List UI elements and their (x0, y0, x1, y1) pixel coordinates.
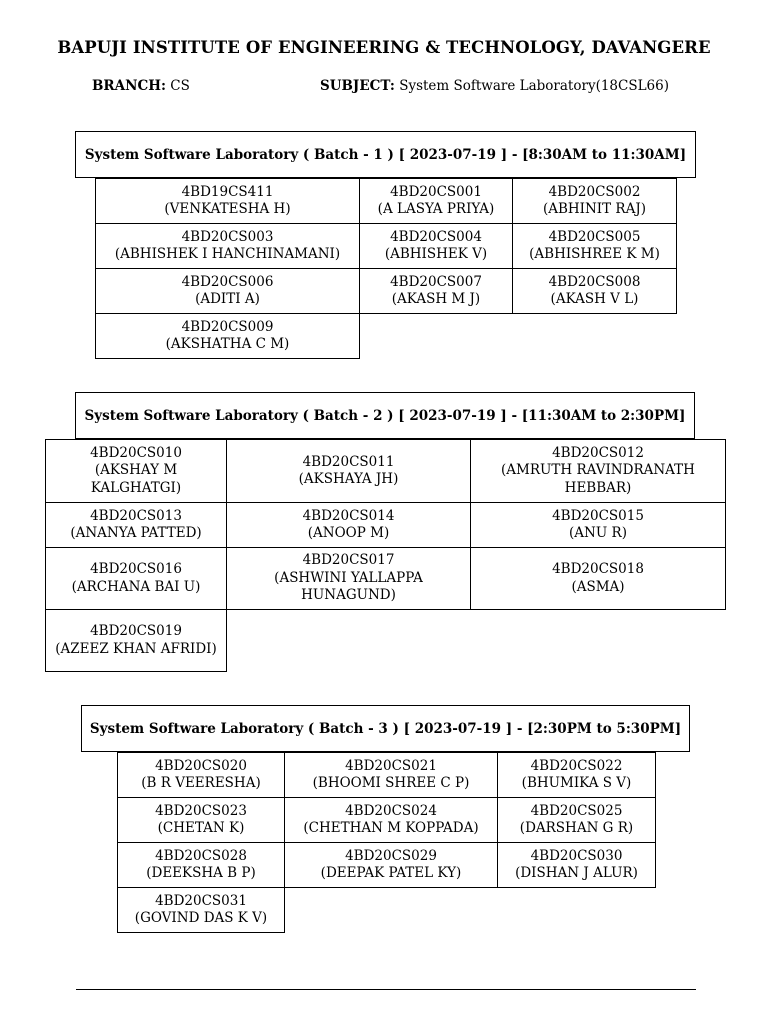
branch-info (92, 78, 190, 94)
student-name: (BHOOMI SHREE C P) (312, 775, 470, 791)
empty-cell (227, 610, 471, 672)
student-cell (46, 610, 227, 672)
student-name: (ASMA) (571, 578, 625, 595)
student-usn: 4BD20CS017 (302, 552, 395, 569)
student-name: (AKASH V L) (550, 291, 639, 307)
student-usn: 4BD20CS019 (90, 623, 182, 639)
student-name: (ANANYA PATTED) (70, 525, 202, 541)
batch-3-heading: System Software Laboratory ( Batch - 3 ) [ 2023-07-19 ] - [2:30PM to 5:30PM] (81, 705, 690, 752)
student-cell (513, 224, 677, 269)
bottom-divider (76, 989, 696, 990)
student-usn: 4BD20CS029 (345, 847, 437, 864)
student-usn: 4BD19CS411 (181, 183, 274, 200)
student-usn: 4BD20CS010 (90, 444, 182, 461)
student-usn: 4BD20CS014 (302, 507, 395, 524)
student-usn: 4BD20CS002 (548, 183, 641, 200)
student-cell (498, 798, 656, 843)
student-name: (CHETHAN M KOPPADA) (303, 820, 479, 836)
student-usn: 4BD20CS025 (530, 802, 623, 819)
student-usn: 4BD20CS030 (530, 847, 623, 864)
student-cell (498, 753, 656, 798)
student-cell (498, 843, 656, 888)
subject-label: SUBJECT: (320, 78, 395, 94)
student-name: (DEEPAK PATEL KY) (320, 865, 462, 881)
student-name: (AMRUTH RAVINDRANATH HEBBAR) (501, 462, 695, 496)
student-name: (ASHWINI YALLAPPA HUNAGUND) (274, 569, 423, 604)
student-cell (46, 440, 227, 503)
student-name: (ABHISHEK V) (384, 246, 488, 262)
student-usn: 4BD20CS003 (181, 228, 274, 245)
institute-title: BAPUJI INSTITUTE OF ENGINEERING & TECHNOLOGY, DAVANGERE (57, 38, 711, 57)
student-cell (46, 548, 227, 610)
student-name: (DISHAN J ALUR) (515, 865, 638, 881)
student-name: (ADITI A) (195, 291, 260, 307)
subject-value: System Software Laboratory(18CSL66) (399, 78, 669, 94)
student-name: (B R VEERESHA) (141, 775, 261, 791)
student-usn: 4BD20CS005 (548, 228, 641, 245)
student-name: (AZEEZ KHAN AFRIDI) (55, 640, 217, 657)
student-usn: 4BD20CS008 (548, 273, 641, 290)
student-name: (DEEKSHA B P) (146, 865, 256, 881)
student-cell (96, 224, 360, 269)
student-cell (227, 548, 471, 610)
student-name: (CHETAN K) (157, 820, 245, 836)
branch-value: CS (170, 78, 190, 94)
student-usn: 4BD20CS006 (181, 273, 274, 290)
student-name: (ABHISHREE K M) (529, 246, 660, 262)
student-cell (360, 179, 513, 224)
student-usn: 4BD20CS011 (302, 453, 395, 470)
batch-1-table (95, 178, 677, 359)
subject-info (320, 78, 669, 94)
student-cell (227, 503, 471, 548)
student-usn: 4BD20CS007 (390, 273, 482, 290)
student-usn: 4BD20CS015 (552, 507, 644, 524)
student-cell (227, 440, 471, 503)
student-cell (285, 753, 498, 798)
student-usn: 4BD20CS012 (552, 444, 644, 461)
student-cell (471, 503, 726, 548)
student-usn: 4BD20CS020 (155, 757, 247, 774)
branch-label: BRANCH: (92, 78, 166, 94)
student-usn: 4BD20CS018 (552, 561, 644, 577)
empty-cell (498, 888, 656, 933)
student-cell (360, 224, 513, 269)
student-name: (BHUMIKA S V) (521, 775, 632, 791)
student-usn: 4BD20CS013 (90, 507, 182, 524)
student-usn: 4BD20CS024 (345, 802, 437, 819)
student-name: (AKSHATHA C M) (165, 336, 290, 352)
student-cell (513, 269, 677, 314)
batch-2-heading: System Software Laboratory ( Batch - 2 ) [ 2023-07-19 ] - [11:30AM to 2:30PM] (75, 392, 695, 439)
student-cell (118, 753, 285, 798)
student-usn: 4BD20CS001 (390, 183, 482, 200)
student-name: (A LASYA PRIYA) (377, 201, 495, 217)
student-name: (AKSHAYA JH) (298, 471, 399, 487)
empty-cell (360, 314, 513, 359)
student-cell (96, 314, 360, 359)
student-usn: 4BD20CS009 (181, 318, 274, 335)
student-name: (DARSHAN G R) (519, 820, 634, 836)
student-cell (513, 179, 677, 224)
student-usn: 4BD20CS016 (90, 561, 182, 577)
student-name: (ANU R) (569, 525, 627, 541)
student-cell (285, 843, 498, 888)
student-usn: 4BD20CS021 (345, 757, 437, 774)
student-cell (96, 179, 360, 224)
student-name: (AKSHAY M KALGHATGI) (90, 462, 182, 496)
empty-cell (285, 888, 498, 933)
student-name: (VENKATESHA H) (164, 201, 291, 217)
student-cell (471, 548, 726, 610)
student-cell (96, 269, 360, 314)
student-name: (AKASH M J) (391, 291, 481, 307)
student-name: (ABHINIT RAJ) (542, 201, 647, 217)
student-cell (285, 798, 498, 843)
student-cell (118, 843, 285, 888)
student-usn: 4BD20CS028 (155, 847, 247, 864)
student-usn: 4BD20CS004 (390, 228, 482, 245)
student-cell (118, 798, 285, 843)
student-usn: 4BD20CS023 (155, 802, 247, 819)
empty-cell (513, 314, 677, 359)
student-cell (360, 269, 513, 314)
batch-3-table (117, 752, 656, 933)
student-cell (46, 503, 227, 548)
batch-1-heading: System Software Laboratory ( Batch - 1 ) [ 2023-07-19 ] - [8:30AM to 11:30AM] (75, 131, 696, 178)
student-usn: 4BD20CS022 (530, 757, 623, 774)
student-usn: 4BD20CS031 (155, 892, 247, 909)
student-cell (118, 888, 285, 933)
student-cell (471, 440, 726, 503)
student-name: (GOVIND DAS K V) (134, 910, 268, 926)
student-name: (ABHISHEK I HANCHINAMANI) (114, 246, 341, 262)
batch-2-table (45, 439, 726, 672)
empty-cell (471, 610, 726, 672)
student-name: (ANOOP M) (307, 525, 390, 541)
student-name: (ARCHANA BAI U) (71, 578, 201, 595)
